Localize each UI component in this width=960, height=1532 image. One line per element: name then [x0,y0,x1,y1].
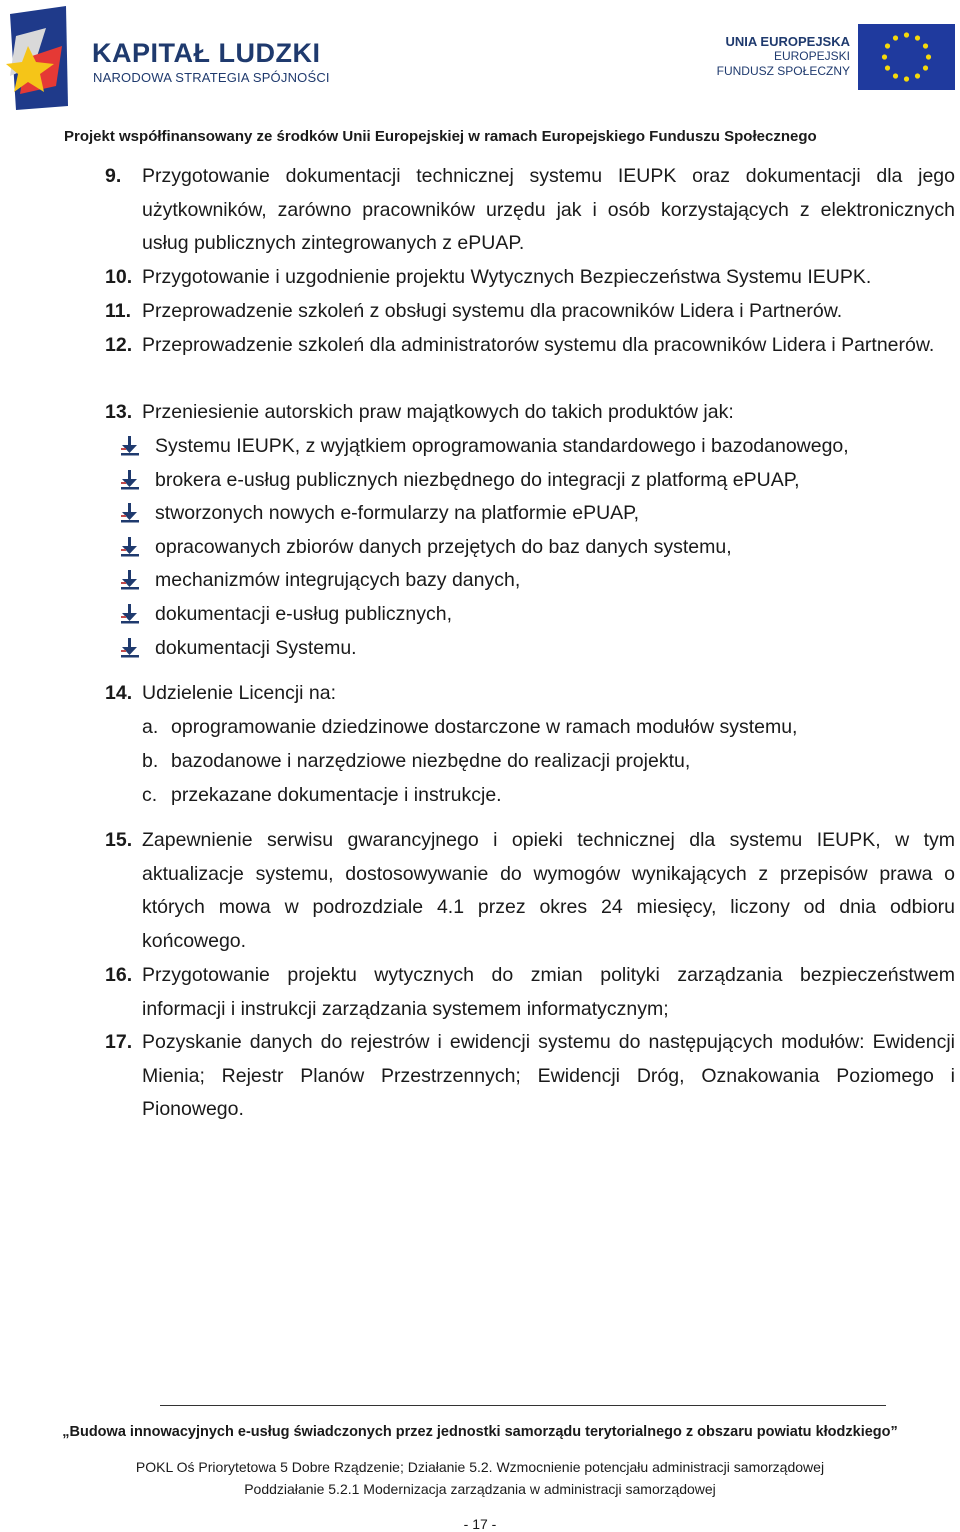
arrow-bullet-icon [120,569,140,591]
footer-line-1: POKL Oś Priorytetowa 5 Dobre Rządzenie; Działanie 5.2. Wzmocnienie potencjału administracji samorządowej [135,1459,825,1475]
eu-logo-block [700,24,956,94]
page-number: - 17 - [463,1516,497,1532]
item-text: Zapewnienie serwisu gwarancyjnego i opieki technicznej dla systemu IEUPK, w tym aktualizacje systemu, dostosowywanie do wymogów wynikających z przepisów prawa o których mowa w podrozdziale 4.1 przez okres 24 miesięcy, liczony od dnia odbioru końcowego. [142,829,955,952]
arrow-bullet-icon [120,536,140,558]
item-text: Udzielenie Licencji na: [142,682,337,704]
sub-item-text: przekazane dokumentacje i instrukcje. [171,784,502,806]
logo-subtitle: NARODOWA STRATEGIA SPÓJNOŚCI [93,70,330,85]
logo-title: KAPITAŁ LUDZKI [92,38,321,68]
list-item [105,824,955,959]
item-number: 16. [105,964,133,986]
sub-item-letter: a. [142,716,159,738]
item-number: 14. [105,682,133,704]
footer-divider [160,1405,886,1406]
footer-project-title: „Budowa innowacyjnych e-usług świadczonych przez jednostki samorządu terytorialnego z obszaru powiatu kłodzkiego” [62,1424,898,1440]
eu-line-3: FUNDUSZ SPOŁECZNY [716,64,850,78]
cofunding-note: Projekt współfinansowany ze środków Unii Europejskiej w ramach Europejskiego Funduszu Społecznego [64,128,817,145]
arrow-bullet-icon [120,603,140,625]
arrow-bullet-icon [120,637,140,659]
eu-flag-icon [858,24,955,90]
item-text: Przeprowadzenie szkoleń dla administratorów systemu dla pracowników Lidera i Partnerów. [142,334,935,356]
bullet-item-text: stworzonych nowych e-formularzy na platformie ePUAP, [155,502,640,525]
eu-line-2: EUROPEJSKI [773,49,850,63]
item-number: 15. [105,829,133,851]
item-number: 17. [105,1031,133,1053]
sub-item-letter: c. [142,784,158,806]
item-text: Przeniesienie autorskich praw majątkowych do takich produktów jak: [142,401,734,423]
sub-item-text: bazodanowe i narzędziowe niezbędne do realizacji projektu, [171,750,691,772]
list-item [105,677,955,711]
item-number: 9. [105,165,122,187]
list-item [105,1026,955,1127]
list-item [105,160,955,261]
sub-item-letter: b. [142,750,159,772]
item-text: Przeprowadzenie szkoleń z obsługi systemu dla pracowników Lidera i Partnerów. [142,300,843,322]
list-item [105,396,955,430]
bullet-item-text: opracowanych zbiorów danych przejętych do baz danych systemu, [155,535,732,558]
footer-line-2: Poddziałanie 5.2.1 Modernizacja zarządzania w administracji samorządowej [244,1481,716,1497]
eu-line-1: UNIA EUROPEJSKA [725,34,850,49]
item-text: Pozyskanie danych do rejestrów i ewidencji systemu do następujących modułów: Ewidencji Mienia; Rejestr Planów Przestrzennych; Ewidencji Dróg, Oznakowania Poziomego i Pionowego. [142,1031,955,1121]
list-item [105,959,955,1027]
list-item [105,261,955,295]
list-item [105,329,955,397]
arrow-bullet-icon [120,435,140,457]
item-number: 12. [105,334,133,356]
bullet-item-text: mechanizmów integrujących bazy danych, [155,569,521,592]
item-text: Przygotowanie projektu wytycznych do zmian polityki zarządzania bezpieczeństwem informacji i instrukcji zarządzania systemem informatycznym; [142,964,955,1020]
arrow-bullet-icon [120,469,140,491]
item-number: 11. [105,300,132,322]
arrow-bullet-icon [120,502,140,524]
item-number: 13. [105,401,133,423]
item-text: Przygotowanie dokumentacji technicznej systemu IEUPK oraz dokumentacji dla jego użytkowników, zarówno pracowników urzędu jak i osób korzystających z elektronicznych usług publicznych zintegrowanych z ePUAP. [142,165,955,255]
sub-item-text: oprogramowanie dziedzinowe dostarczone w ramach modułów systemu, [171,716,798,738]
list-item [105,295,955,329]
bullet-item-text: dokumentacji e-usług publicznych, [155,603,452,625]
bullet-item-text: brokera e-usług publicznych niezbędnego do integracji z platformą ePUAP, [155,468,800,491]
eu-text [712,34,850,79]
bullet-item-text: dokumentacji Systemu. [155,636,357,659]
bullet-item-text: Systemu IEUPK, z wyjątkiem oprogramowania standardowego i bazodanowego, [155,435,849,457]
item-text: Przygotowanie i uzgodnienie projektu Wytycznych Bezpieczeństwa Systemu IEUPK. [142,266,872,288]
page-header [0,0,960,150]
item-number: 10. [105,266,133,288]
